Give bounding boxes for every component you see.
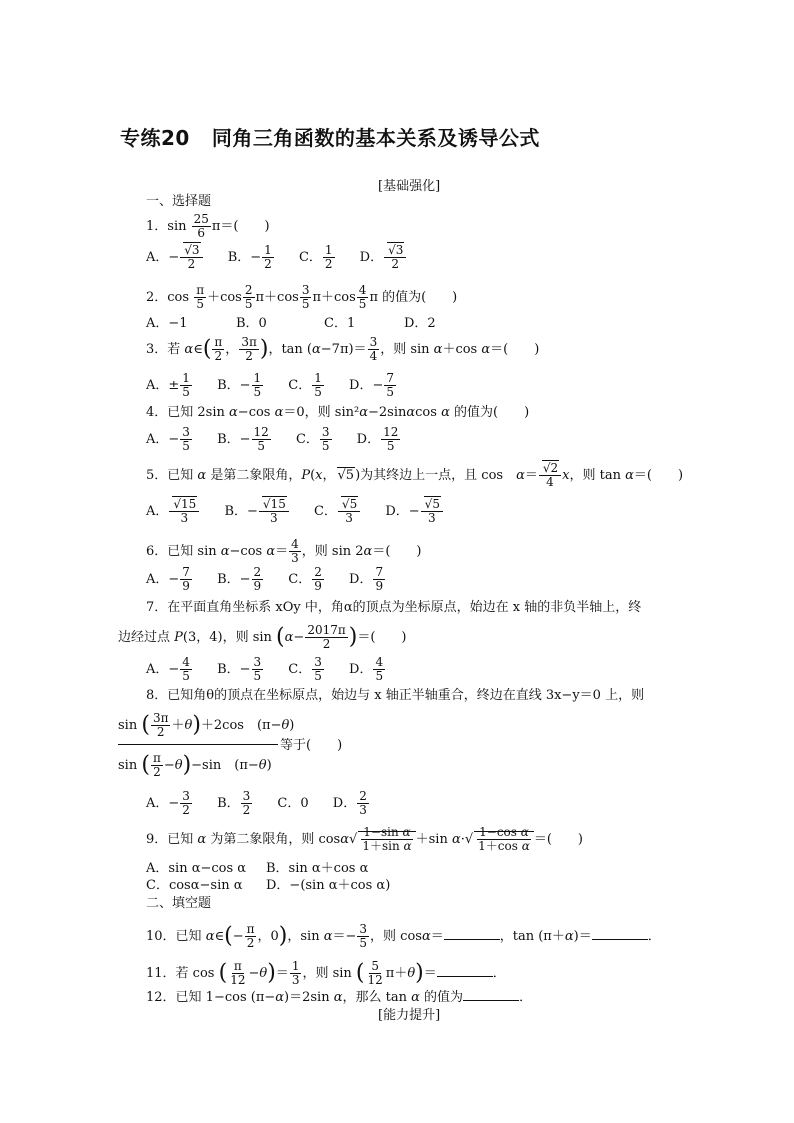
page-title [120,122,540,151]
q8-options: A．− $\frac{3}{2}$ B． $\frac{3}{2}$ C．0 D． $\frac{2}{3}$ [146,789,367,817]
q8-equals: 等于( ) [280,738,343,753]
q10-blank-2[interactable] [592,927,648,940]
q7-line2: 边经过点 P(3，4)，则 sin (α− $\frac{2017\pi}{2}$ )＝( ) [118,623,407,651]
q5-options: A． $\frac{√15}{3}$ B．− $\frac{√15}{3}$ C． $\frac{√5}{3}$ D．− $\frac{√5}{3}$ [146,498,464,525]
q1-options: A．− $\frac{√3}{2}$ B．− $\frac{1}{2}$ C． $\frac{1}{2}$ D． $\frac{√3}{2}$ [146,244,427,271]
q11-stem: 11．若 cos ( $\frac{\pi}{12}$ −θ)＝ $\frac{1}{3}$ ，则 sin ( $\frac{5}{12}$ π＋θ)＝ ． [146,959,506,987]
q5-stem: 5．已知 α 是第二象限角，P(x， √5)为其终边上一点，且 cos α＝ $\frac{√2}{4}$ x，则 tan α＝( ) [146,461,684,489]
section-fill: 二、填空题 [146,896,212,911]
q10-stem: 10．已知 α∈(− $\frac{\pi}{2}$ ，0)，sin α＝− $\frac{3}{5}$ ，则 cosα＝ ，tan (π＋α)＝ ． [146,922,661,950]
q9-stem: 9．已知 α 为第二象限角，则 cosα√ $\frac{\text{1−sin α}}{\text{1＋sin α}}$ ＋sin α·√ $\frac{\text{1−cos α}}{\text{1＋cos α}}$ ＝( ) [146,825,583,853]
q8-line1: 8．已知角θ的顶点在坐标原点，始边与 x 轴正半轴重合，终边在直线 3x−y＝0 上，则 [146,688,645,703]
q11-blank[interactable] [437,964,493,977]
q1-stem: 1．sin $\frac{25}{6}$ π＝( ) [146,212,270,240]
q8-fraction-bar [118,744,278,745]
q3-stem: 3．若 α∈( $\frac{\pi}{2}$ ， $\frac{3\pi}{2}$ )，tan (α−7π)＝ $\frac{3}{4}$ ，则 sin α＋cos α＝( ) [146,335,540,363]
q6-stem: 6．已知 sin α−cos α＝ $\frac{4}{3}$ ，则 sin 2α＝( ) [146,537,422,565]
section-basic: [基础强化] [378,179,441,194]
q7-line1: 7．在平面直角坐标系 xOy 中，角α的顶点为坐标原点，始边在 x 轴的非负半轴上，终 [146,600,642,615]
q12-blank[interactable] [463,988,519,1001]
q8-numerator: sin ( $\frac{3\pi}{2}$ ＋θ)＋2cos (π−θ) [118,711,295,739]
q2-stem: 2．cos $\frac{\pi}{5}$ ＋cos $\frac{2}{5}$ π＋cos $\frac{3}{5}$ π＋cos $\frac{4}{5}$ π 的值为( ) [146,283,458,311]
title-text: 同角三角函数的基本关系及诱导公式 [211,126,540,150]
section-advanced: [能力提升] [378,1008,441,1023]
q7-options: A．− $\frac{4}{5}$ B．− $\frac{3}{5}$ C． $\frac{3}{5}$ D． $\frac{4}{5}$ [146,655,384,683]
q4-options: A．− $\frac{3}{5}$ B．− $\frac{12}{5}$ C． $\frac{3}{5}$ D． $\frac{12}{5}$ [146,425,399,453]
q12-stem: 12．已知 1−cos (π−α)＝2sin α，那么 tan α 的值为 ． [146,990,533,1005]
q3-options: A．± $\frac{1}{5}$ B．− $\frac{1}{5}$ C． $\frac{1}{5}$ D．− $\frac{7}{5}$ [146,371,394,399]
title-number: 专练20 [120,126,190,150]
section-choice: 一、选择题 [146,194,212,209]
q8-denominator: sin ( $\frac{\pi}{2}$ −θ)−sin (π−θ) [118,751,272,779]
q4-stem: 4．已知 2sin α−cos α＝0，则 sin²α−2sinαcos α 的值为( ) [146,405,530,420]
q10-blank-1[interactable] [444,927,500,940]
q6-options: A．− $\frac{7}{9}$ B．− $\frac{2}{9}$ C． $\frac{2}{9}$ D． $\frac{7}{9}$ [146,565,384,593]
